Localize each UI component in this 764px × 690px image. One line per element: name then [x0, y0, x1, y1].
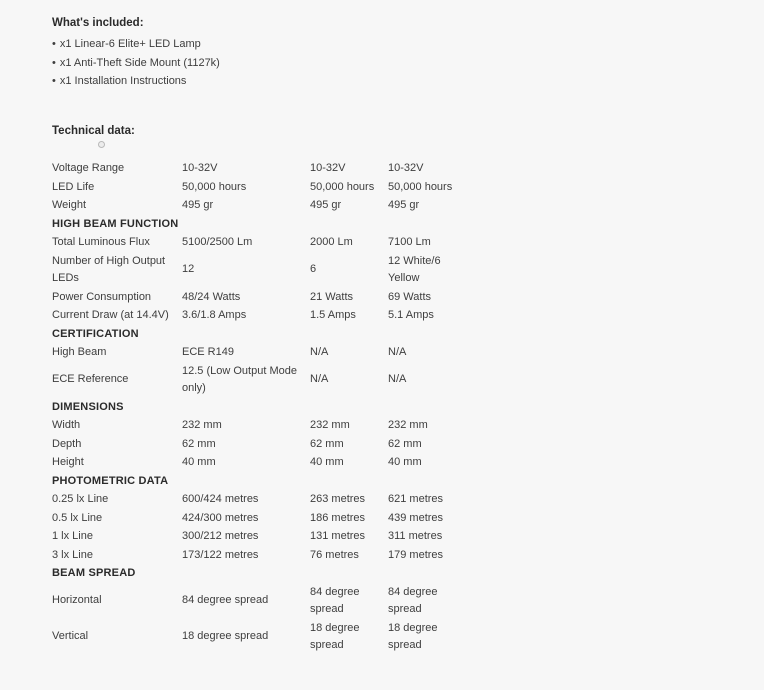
spec-value: 439 metres — [388, 511, 444, 524]
spec-value: 18 degree spread — [310, 621, 360, 651]
spec-value: 495 gr — [182, 199, 214, 211]
technical-data-tbody — [52, 160, 464, 656]
spec-value: 311 metres — [388, 530, 443, 542]
spec-row — [52, 454, 464, 473]
spec-value: 40 mm — [310, 456, 344, 468]
included-item-text: x1 Anti-Theft Side Mount (1127k) — [59, 56, 220, 69]
spec-value: 621 metres — [388, 493, 444, 505]
spec-label: Total Luminous Flux — [52, 236, 150, 248]
spec-value: 263 metres — [310, 493, 366, 505]
spec-row — [52, 509, 464, 528]
spec-value: 424/300 metres — [182, 511, 259, 524]
spec-value: 76 metres — [310, 548, 359, 561]
spec-value: 495 gr — [388, 199, 420, 211]
spec-label: Height — [52, 456, 84, 468]
spec-value: 48/24 Watts — [182, 290, 241, 303]
spec-label: LED Life — [52, 180, 95, 193]
spec-value: 6 — [310, 263, 317, 276]
spec-value: 40 mm — [182, 456, 216, 468]
spec-value: 179 metres — [388, 548, 444, 561]
spec-value: 232 mm — [310, 419, 350, 431]
spec-label: Current Draw (at 14.4V) — [52, 309, 169, 321]
included-list-item — [52, 54, 512, 73]
spec-value: 12.5 (Low Output Mode only) — [182, 364, 297, 394]
spec-label: 3 lx Line — [52, 548, 93, 561]
bullet-icon: • — [52, 38, 56, 50]
included-list — [52, 35, 512, 91]
spec-value: 12 — [182, 263, 195, 276]
spec-value: 84 degree spread — [388, 585, 438, 615]
spec-value: 10-32V — [388, 162, 424, 174]
spec-value: 2000 Lm — [310, 236, 353, 248]
spec-label: 1 lx Line — [52, 530, 93, 542]
spec-row — [52, 546, 464, 565]
spec-section-row — [52, 398, 464, 417]
spec-value: 7100 Lm — [388, 236, 431, 248]
spec-value: 300/212 metres — [182, 530, 259, 542]
spec-section-label: DIMENSIONS — [52, 400, 124, 413]
included-list-item — [52, 72, 512, 91]
spec-row — [52, 160, 464, 179]
spec-row — [52, 178, 464, 197]
spec-row — [52, 234, 464, 253]
spec-value: N/A — [310, 373, 329, 386]
spec-section-row — [52, 215, 464, 234]
spec-row — [52, 288, 464, 307]
spec-value: N/A — [388, 346, 407, 358]
included-item-text: x1 Installation Instructions — [59, 75, 187, 87]
spec-row — [52, 344, 464, 363]
spec-value: 69 Watts — [388, 290, 431, 303]
spec-value: 232 mm — [388, 419, 428, 431]
spec-value: 600/424 metres — [182, 493, 259, 505]
included-list-item — [52, 35, 512, 54]
spec-value: 62 mm — [310, 437, 344, 450]
spec-section-row — [52, 565, 464, 584]
spec-row — [52, 491, 464, 510]
spec-value: 3.6/1.8 Amps — [182, 309, 247, 321]
spec-value: ECE R149 — [182, 346, 234, 358]
spec-label: Vertical — [52, 630, 89, 643]
spec-value: 232 mm — [182, 419, 222, 431]
spec-row — [52, 417, 464, 436]
spec-label: Number of High Output LEDs — [52, 254, 166, 284]
spec-value: 62 mm — [388, 437, 422, 450]
spec-value: 1.5 Amps — [310, 309, 356, 321]
spec-label: High Beam — [52, 346, 107, 358]
spec-value: 40 mm — [388, 456, 422, 468]
spec-label: 0.25 lx Line — [52, 493, 109, 505]
included-item-text: x1 Linear-6 Elite+ LED Lamp — [59, 38, 201, 50]
spec-row — [52, 252, 464, 288]
spec-row — [52, 307, 464, 326]
spec-value: 5.1 Amps — [388, 309, 434, 321]
whats-included-heading: What's included: — [52, 17, 144, 29]
bullet-icon: • — [52, 56, 56, 69]
spec-label: Power Consumption — [52, 290, 152, 303]
spec-value: 84 degree spread — [182, 594, 269, 607]
spec-label: Depth — [52, 437, 82, 450]
spec-value: 18 degree spread — [182, 630, 269, 643]
spec-value: 10-32V — [310, 162, 346, 174]
spec-section-label: HIGH BEAM FUNCTION — [52, 217, 179, 230]
spec-section-row — [52, 472, 464, 491]
spec-row — [52, 528, 464, 547]
spec-value: 50,000 hours — [310, 180, 375, 193]
spec-value: 186 metres — [310, 511, 366, 524]
spec-row — [52, 583, 464, 619]
spec-value: N/A — [388, 373, 407, 386]
spec-section-label: CERTIFICATION — [52, 327, 139, 340]
spec-value: 50,000 hours — [182, 180, 247, 193]
spec-row — [52, 197, 464, 216]
spec-row — [52, 362, 464, 398]
spec-section-label: PHOTOMETRIC DATA — [52, 474, 169, 487]
spec-row — [52, 619, 464, 655]
spec-value: 21 Watts — [310, 290, 353, 303]
spec-value: 12 White/6 Yellow — [388, 254, 441, 284]
spec-row — [52, 435, 464, 454]
spec-value: 84 degree spread — [310, 585, 360, 615]
spec-value: 5100/2500 Lm — [182, 236, 253, 248]
spec-value: 10-32V — [182, 162, 218, 174]
spec-value: 173/122 metres — [182, 548, 259, 561]
anchor-marker-icon — [98, 141, 105, 148]
spec-label: 0.5 lx Line — [52, 511, 103, 524]
spec-value: 18 degree spread — [388, 621, 438, 651]
spec-value: 131 metres — [310, 530, 366, 542]
spec-value: 50,000 hours — [388, 180, 453, 193]
spec-label: Width — [52, 419, 81, 431]
bullet-icon: • — [52, 75, 56, 87]
spec-label: Horizontal — [52, 594, 102, 607]
spec-label: Voltage Range — [52, 162, 125, 174]
spec-label: Weight — [52, 199, 87, 211]
spec-value: 62 mm — [182, 437, 216, 450]
spec-section-label: BEAM SPREAD — [52, 567, 136, 579]
technical-data-heading: Technical data: — [52, 124, 135, 137]
technical-data-table — [52, 160, 464, 656]
spec-value: 495 gr — [310, 199, 342, 211]
spec-label: ECE Reference — [52, 373, 129, 386]
spec-section-row — [52, 325, 464, 344]
spec-value: N/A — [310, 346, 329, 358]
